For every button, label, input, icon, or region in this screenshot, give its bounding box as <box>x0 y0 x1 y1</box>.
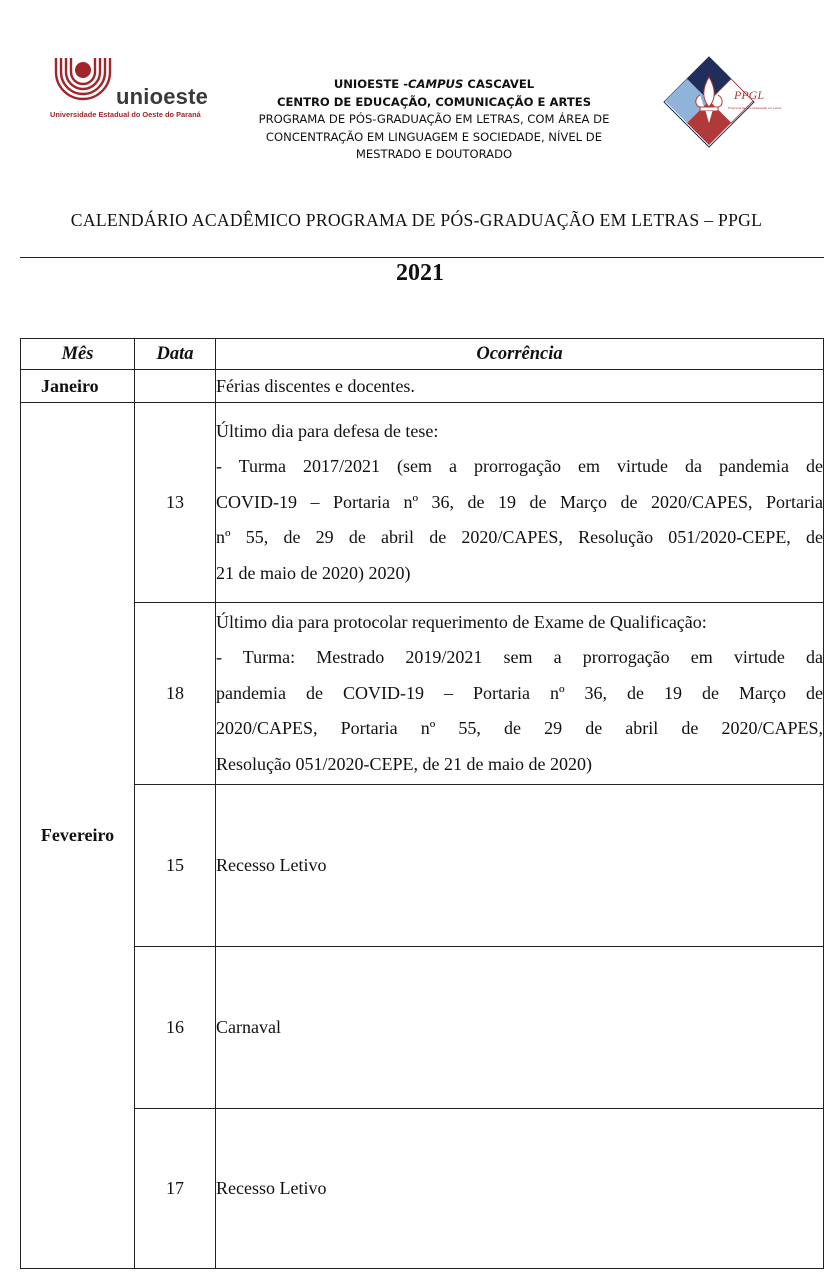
occurrence-cell <box>216 603 824 785</box>
ppgl-logo <box>662 55 782 150</box>
date-cell: 17 <box>135 1109 216 1269</box>
table-row <box>21 603 824 785</box>
occurrence-line: COVID-19 – Portaria nº 36, de 19 de Março de 2020/CAPES, Portaria <box>216 491 823 512</box>
program-line-2: CONCENTRAÇÃO EM LINGUAGEM E SOCIEDADE, NÍVEL DE <box>265 129 603 144</box>
table-row <box>21 1109 824 1269</box>
date-cell: 18 <box>135 603 216 785</box>
unioeste-subtitle: Universidade Estadual do Oeste do Paraná <box>50 110 201 119</box>
header-ocorrencia: Ocorrência <box>216 339 824 370</box>
ppgl-wordmark: PPGL <box>734 88 764 102</box>
occurrence-cell: Carnaval <box>216 947 824 1109</box>
header-data: Data <box>135 339 216 370</box>
occurrence-line: 21 de maio de 2020) 2020) <box>216 562 411 583</box>
occurrence-cell <box>216 403 824 603</box>
unioeste-logo <box>50 58 210 128</box>
table-row <box>21 370 824 403</box>
date-cell: 16 <box>135 947 216 1109</box>
date-cell <box>135 370 216 403</box>
occurrence-line: pandemia de COVID-19 – Portaria nº 36, de 19 de Março de <box>216 682 823 703</box>
ppgl-subtitle: Programa de Pós-Graduação em Letras <box>728 106 782 110</box>
occurrence-line: Resolução 051/2020-CEPE, de 21 de maio de 2020) <box>216 753 592 774</box>
title-divider <box>20 257 824 258</box>
occurrence-cell: Férias discentes e docentes. <box>216 370 824 403</box>
occurrence-cell: Recesso Letivo <box>216 785 824 947</box>
date-cell: 15 <box>135 785 216 947</box>
table-row <box>21 947 824 1109</box>
campus-line: UNIOESTE -CAMPUS CASCAVEL <box>333 77 535 91</box>
occurrence-line: 2020/CAPES, Portaria nº 55, de 29 de abril de 2020/CAPES, <box>216 718 823 739</box>
unioeste-wordmark: unioeste <box>116 84 209 109</box>
calendar-title: CALENDÁRIO ACADÊMICO PROGRAMA DE PÓS-GRADUAÇÃO EM LETRAS – PPGL <box>70 210 763 230</box>
date-cell: 13 <box>135 403 216 603</box>
occurrence-line: - Turma 2017/2021 (sem a prorrogação em virtude da pandemia de <box>216 456 823 477</box>
header-mes: Mês <box>21 339 135 370</box>
month-fevereiro: Fevereiro <box>21 403 135 1269</box>
table-row <box>21 785 824 947</box>
occurrence-line: - Turma: Mestrado 2019/2021 sem a prorrogação em virtude da <box>216 647 823 668</box>
occurrence-line: nº 55, de 29 de abril de 2020/CAPES, Resolução 051/2020-CEPE, de <box>216 527 823 548</box>
occurrence-line: Último dia para protocolar requerimento de Exame de Qualificação: <box>216 612 707 632</box>
table-header-row <box>21 339 824 370</box>
calendar-year: 2021 <box>396 260 444 286</box>
table-row <box>21 403 824 603</box>
month-janeiro: Janeiro <box>21 370 135 403</box>
institution-header <box>228 76 640 164</box>
unioeste-emblem-icon <box>52 58 114 104</box>
occurrence-line: Último dia para defesa de tese: <box>216 420 439 441</box>
center-line: CENTRO DE EDUCAÇÃO, COMUNICAÇÃO E ARTES <box>276 94 592 109</box>
program-line-3: MESTRADO E DOUTORADO <box>355 147 513 162</box>
program-line-1: PROGRAMA DE PÓS-GRADUAÇÃO EM LETRAS, COM ÁREA DE <box>258 112 610 127</box>
calendar-table <box>20 338 824 1269</box>
occurrence-cell: Recesso Letivo <box>216 1109 824 1269</box>
